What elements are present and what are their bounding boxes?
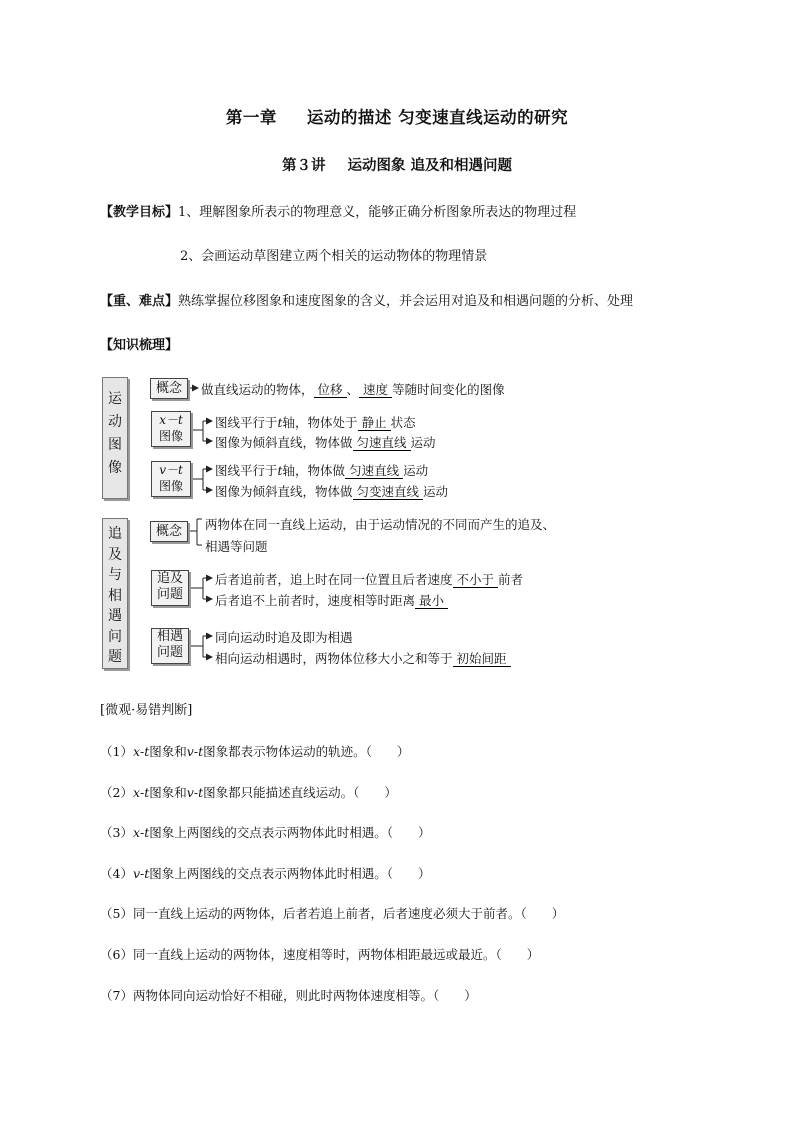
chapter-number: 第一章 <box>225 108 277 127</box>
xt-graph-box-bottom: 图像 <box>158 429 183 443</box>
judgment-item-3-var-x: x <box>132 825 141 840</box>
chase-concept-box: 概念 <box>150 521 188 542</box>
judgment-item-1: （1）x-t图象和v-t图象都表示物体运动的轨迹。（ ） <box>100 744 410 759</box>
judgment-item-6 <box>100 945 539 963</box>
judgment-item-4-var-t: t <box>144 866 150 881</box>
judgment-item-6-number: （6） <box>100 947 133 962</box>
chase-meet-title-char-4: 相 <box>108 587 122 604</box>
blank-uniform-linear: 匀速直线 <box>353 435 411 451</box>
judgment-item-1-mid: 图象和 <box>149 744 187 759</box>
xt-graph-box-top: x－t <box>159 413 183 427</box>
judgment-item-2-var-x: x <box>132 785 141 800</box>
motion-graph-title-char-4: 像 <box>108 460 122 476</box>
xt-line-1 <box>215 413 416 431</box>
judgment-item-2-var-v: v <box>186 785 194 800</box>
judgment-item-2-var-t2: t <box>198 785 204 800</box>
vt-line-1-mid: 轴，物体做 <box>282 463 346 478</box>
judgment-item-1-var-x: x <box>132 744 141 759</box>
vt-graph-box <box>151 461 191 497</box>
chapter-name: 运动的描述 匀变速直线运动的研究 <box>306 108 569 127</box>
vt-graph-box-bottom: 图像 <box>158 479 183 493</box>
meet-line-2-pre: 相向运动相遇时，两物体位移大小之和等于 <box>215 651 453 666</box>
judgment-item-7-answer-blank[interactable]: （ ） <box>432 988 477 1003</box>
teaching-goal-1: 1、理解图象所表示的物理意义，能够正确分析图象所表达的物理过程 <box>178 205 577 220</box>
key-points <box>100 290 633 309</box>
judgment-item-7-text: 两物体同向运动恰好不相碰，则此时两物体速度相等。 <box>132 988 433 1003</box>
chase-line-2 <box>215 591 448 609</box>
chase-meet-title-char-6: 问 <box>108 628 122 645</box>
judgment-item-2-text: 图象都只能描述直线运动。 <box>203 785 354 800</box>
judgment-item-3-answer-blank[interactable]: （ ） <box>386 825 431 840</box>
judgment-item-4-var-v: v <box>132 866 141 881</box>
chase-concept-line-2: 相遇等问题 <box>205 539 268 554</box>
judgment-item-2: （2）x-t图象和v-t图象都只能描述直线运动。（ ） <box>100 785 397 800</box>
chase-problem-box-bottom: 问题 <box>156 587 183 602</box>
judgment-item-7-number: （7） <box>100 988 133 1003</box>
meet-problem-box-bottom: 问题 <box>156 645 183 660</box>
judgment-item-1-var-t2: t <box>198 744 204 759</box>
vt-line-1-post: 运动 <box>403 463 429 478</box>
chase-meet-title-char-7: 题 <box>108 649 122 665</box>
xt-line-1-var: t <box>277 415 283 430</box>
judgment-item-3-var-t: t <box>144 825 150 840</box>
judgment-item-2-var-t: t <box>144 785 150 800</box>
meet-problem-box <box>151 628 189 664</box>
motion-concept-text <box>201 380 505 398</box>
judgment-item-1-answer-blank[interactable]: （ ） <box>365 744 410 759</box>
judgment-item-3: （3）x-t图象上两图线的交点表示两物体此时相遇。（ ） <box>100 825 431 840</box>
chase-meet-title-char-2: 及 <box>108 546 122 563</box>
motion-concept-sep: 、 <box>346 382 360 397</box>
chapter-title <box>0 104 794 128</box>
chase-concept-line-1: 两物体在同一直线上运动，由于运动情况的不同而产生的追及、 <box>205 517 556 532</box>
chase-line-2-pre: 后者追不上前者时，速度相等时距离 <box>215 593 416 608</box>
judgment-item-5 <box>100 904 564 922</box>
motion-graph-title-char-3: 图 <box>108 437 122 453</box>
chase-line-1-post: 前者 <box>498 572 524 587</box>
judgment-item-1-var-v: v <box>186 744 194 759</box>
blank-velocity: 速度 <box>359 382 392 398</box>
judgment-item-3-number: （3） <box>100 825 133 840</box>
chase-meet-title-char-1: 追 <box>108 526 122 542</box>
xt-line-1-post: 状态 <box>390 415 416 430</box>
vt-line-1 <box>215 461 428 479</box>
xt-line-2-pre: 图像为倾斜直线，物体做 <box>215 435 353 450</box>
judgment-label: [微观·易错判断] <box>100 703 193 718</box>
meet-line-2 <box>215 649 511 667</box>
judgment-item-1-text: 图象都表示物体运动的轨迹。 <box>203 744 366 759</box>
motion-concept-post: 等随时间变化的图像 <box>392 382 505 397</box>
key-points-label: 【重、难点】 <box>100 294 179 309</box>
chase-meet-title-char-3: 与 <box>108 567 122 583</box>
blank-uniform-linear-2: 匀速直线 <box>345 463 403 479</box>
vt-line-1-pre: 图线平行于 <box>215 463 278 478</box>
chase-meet-title <box>102 518 128 669</box>
vt-graph-box-top: v－t <box>159 463 183 477</box>
teaching-goals <box>100 201 576 220</box>
knowledge-label: 【知识梳理】 <box>100 338 179 353</box>
motion-concept-pre: 做直线运动的物体， <box>201 382 314 397</box>
meet-problem-box-top: 相遇 <box>156 629 183 644</box>
teaching-goal-2: 2、会画运动草图建立两个相关的运动物体的物理情景 <box>180 249 488 264</box>
judgment-item-4: （4）v-t图象上两图线的交点表示两物体此时相遇。（ ） <box>100 866 431 881</box>
blank-initial-distance: 初始间距 <box>453 651 511 667</box>
xt-line-2 <box>215 433 436 451</box>
blank-minimum: 最小 <box>415 593 448 609</box>
lecture-name: 运动图象 追及和相遇问题 <box>347 157 513 174</box>
chase-meet-title-char-5: 遇 <box>108 608 122 624</box>
chase-problem-box-top: 追及 <box>156 571 183 586</box>
judgment-item-6-answer-blank[interactable]: （ ） <box>495 947 540 962</box>
blank-uniformly-accelerated: 匀变速直线 <box>353 484 424 500</box>
lecture-title <box>0 154 794 175</box>
xt-line-1-mid: 轴，物体处于 <box>282 415 358 430</box>
judgment-item-4-answer-blank[interactable]: （ ） <box>386 866 431 881</box>
motion-graph-title <box>102 377 128 499</box>
vt-line-1-var: t <box>277 463 283 478</box>
meet-line-1: 同向运动时追及即为相遇 <box>215 630 353 645</box>
vt-line-2-pre: 图像为倾斜直线，物体做 <box>215 484 353 499</box>
motion-concept-box: 概念 <box>150 378 188 399</box>
lecture-number: 第３讲 <box>281 157 326 174</box>
xt-graph-box <box>151 411 191 447</box>
blank-displacement: 位移 <box>314 382 347 398</box>
chase-line-1-pre: 后者追前者，追上时在同一位置且后者速度 <box>215 572 453 587</box>
blank-not-less-than: 不小于 <box>453 572 499 588</box>
judgment-item-1-number: （1） <box>100 744 133 759</box>
key-points-text: 熟练掌握位移图象和速度图象的含义，并会运用对追及和相遇问题的分析、处理 <box>178 294 634 309</box>
judgment-item-6-text: 同一直线上运动的两物体，速度相等时，两物体相距最远或最近。 <box>132 947 496 962</box>
chase-line-1 <box>215 570 523 588</box>
vt-line-2-post: 运动 <box>423 484 449 499</box>
judgment-item-2-answer-blank[interactable]: （ ） <box>353 785 397 800</box>
chase-problem-box <box>151 570 189 606</box>
judgment-item-4-number: （4） <box>100 866 133 881</box>
motion-graph-title-char-2: 动 <box>108 414 122 430</box>
blank-rest: 静止 <box>358 415 391 431</box>
judgment-item-2-mid: 图象和 <box>149 785 187 800</box>
motion-graph-title-char-1: 运 <box>108 391 122 407</box>
judgment-item-4-text: 图象上两图线的交点表示两物体此时相遇。 <box>149 866 387 881</box>
judgment-item-5-text: 同一直线上运动的两物体，后者若追上前者，后者速度必须大于前者。 <box>132 906 521 921</box>
judgment-item-3-text: 图象上两图线的交点表示两物体此时相遇。 <box>149 825 387 840</box>
xt-line-2-post: 运动 <box>410 435 436 450</box>
teaching-goals-label: 【教学目标】 <box>100 205 179 220</box>
judgment-item-5-number: （5） <box>100 906 133 921</box>
judgment-item-2-number: （2） <box>100 785 133 800</box>
vt-line-2 <box>215 482 448 500</box>
judgment-item-5-answer-blank[interactable]: （ ） <box>520 906 565 921</box>
judgment-item-7 <box>100 986 477 1004</box>
judgment-item-1-var-t: t <box>144 744 150 759</box>
xt-line-1-pre: 图线平行于 <box>215 415 278 430</box>
